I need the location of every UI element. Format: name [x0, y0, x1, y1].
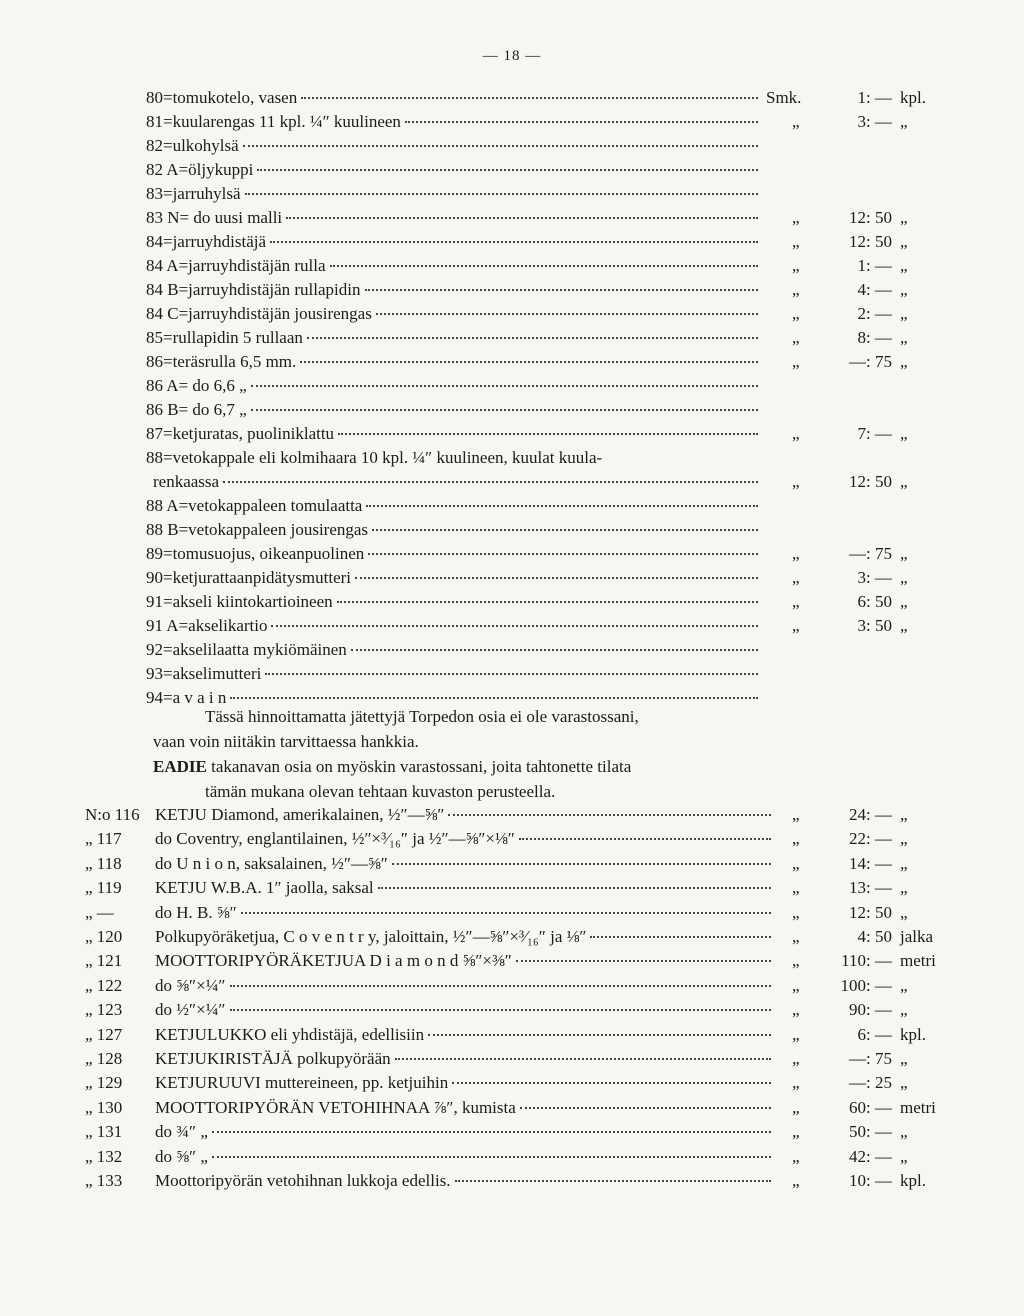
part-unit: „	[900, 112, 908, 131]
part-label: 91=akseli kiintokartioineen	[146, 592, 333, 611]
chain-row	[0, 1098, 1024, 1122]
chain-price: 100: —	[840, 975, 892, 995]
part-label: 86 A= do 6,6 „	[146, 376, 247, 395]
dot-leader	[368, 553, 758, 555]
part-label: 85=rullapidin 5 rullaan	[146, 328, 303, 347]
chain-number: „ 133	[85, 1171, 123, 1190]
part-row	[0, 208, 1024, 232]
chain-ditto-mark: „	[792, 1146, 800, 1166]
chain-label: do ⅝″ „	[155, 1146, 208, 1166]
chain-unit: „	[900, 1049, 908, 1068]
part-label: 80=tomukotelo, vasen	[146, 88, 298, 107]
part-label: 86=teräsrulla 6,5 mm.	[146, 352, 297, 371]
chain-number: „ 132	[85, 1146, 123, 1166]
dot-leader	[230, 1009, 772, 1011]
part-label: 84 B=jarruyhdistäjän rullapidin	[146, 280, 361, 299]
part-price: 3: —	[857, 112, 892, 131]
dot-leader	[519, 838, 771, 840]
part-unit: „	[900, 328, 908, 347]
dot-leader	[223, 481, 758, 483]
chain-ditto-mark: „	[792, 902, 800, 922]
part-row	[0, 376, 1024, 400]
dot-leader	[428, 1034, 771, 1036]
part-row	[0, 592, 1024, 616]
chain-ditto-mark: „	[792, 805, 800, 824]
chain-row	[0, 854, 1024, 878]
part-row	[0, 544, 1024, 568]
part-row	[0, 112, 1024, 136]
part-price: 1: —	[857, 88, 892, 107]
part-ditto-mark: „	[792, 328, 800, 347]
chain-price: 24: —	[849, 805, 892, 824]
chain-price: 90: —	[849, 1000, 892, 1020]
chain-label: do U n i o n, saksalainen, ½″—⅝″	[155, 853, 388, 873]
chain-number: „ 122	[85, 975, 123, 995]
part-unit: „	[900, 232, 908, 251]
part-unit: „	[900, 304, 908, 323]
chain-label: KETJU W.B.A. 1″ jaolla, saksal	[155, 878, 374, 898]
chain-number: „ 129	[85, 1073, 123, 1093]
chain-ditto-mark: „	[792, 1049, 800, 1068]
part-label: 82=ulkohylsä	[146, 136, 239, 155]
dot-leader	[392, 863, 771, 865]
chain-label: KETJULUKKO eli yhdistäjä, edellisiin	[155, 1024, 425, 1044]
dot-leader	[590, 936, 771, 938]
dot-leader	[395, 1058, 771, 1060]
dot-leader	[452, 1082, 771, 1084]
part-ditto-mark: „	[792, 472, 800, 491]
chain-ditto-mark: „	[792, 1097, 800, 1117]
part-row	[0, 88, 1024, 112]
chain-row	[0, 1073, 1024, 1097]
part-row	[0, 520, 1024, 544]
dot-leader	[241, 912, 771, 914]
dot-leader	[330, 265, 758, 267]
part-label: 94=a v a i n	[146, 688, 227, 707]
chain-row	[0, 1025, 1024, 1049]
dot-leader	[307, 337, 758, 339]
dot-leader	[230, 985, 772, 987]
dot-leader	[516, 960, 771, 962]
chain-label: Polkupyöräketjua, C o v e n t r y, jaloittain, ½″—⅝″×³⁄₁₆″ ja ⅛″	[155, 927, 587, 946]
part-unit: „	[900, 616, 908, 635]
chain-ditto-mark: „	[792, 1171, 800, 1190]
part-label: 88=vetokappale eli kolmihaara 10 kpl. ¼″ kuulineen, kuulat kuula-	[146, 448, 603, 467]
part-ditto-mark: „	[792, 232, 800, 251]
part-ditto-mark: „	[792, 568, 800, 587]
part-row	[0, 352, 1024, 376]
chain-number: „ 118	[85, 853, 122, 873]
dot-leader	[376, 313, 758, 315]
chain-price: 60: —	[849, 1097, 892, 1117]
part-price: 6: 50	[857, 592, 892, 611]
dot-leader	[265, 673, 758, 675]
chain-label: do ¾″ „	[155, 1122, 208, 1142]
dot-leader	[257, 169, 758, 171]
chain-number: „ —	[85, 902, 114, 922]
chain-price: 110: —	[841, 951, 892, 971]
part-ditto-mark: „	[792, 280, 800, 299]
dot-leader	[301, 97, 758, 99]
part-label: 93=akselimutteri	[146, 664, 262, 683]
chain-unit: „	[900, 975, 908, 995]
dot-leader	[455, 1180, 771, 1182]
part-ditto-mark: „	[792, 424, 800, 443]
part-label: 82 A=öljykuppi	[146, 160, 254, 179]
chain-unit: „	[900, 1073, 908, 1093]
chain-row	[0, 1171, 1024, 1195]
note-line-2: vaan voin niitäkin tarvittaessa hankkia.	[153, 732, 419, 751]
chain-label: KETJURUUVI muttereineen, pp. ketjuihin	[155, 1073, 449, 1093]
chain-price: —: 75	[849, 1049, 892, 1068]
chain-row	[0, 976, 1024, 1000]
part-ditto-mark: „	[792, 544, 800, 563]
dot-leader	[520, 1107, 771, 1109]
part-label: 86 B= do 6,7 „	[146, 400, 247, 419]
chain-number: „ 117	[85, 829, 122, 849]
chain-number: „ 128	[85, 1049, 123, 1068]
part-label: 83 N= do uusi malli	[146, 208, 283, 227]
chain-unit: „	[900, 1146, 908, 1166]
part-row	[0, 136, 1024, 160]
chain-unit: metri	[900, 951, 936, 971]
part-unit: „	[900, 592, 908, 611]
chain-price: 12: 50	[849, 902, 892, 922]
chain-number: „ 123	[85, 1000, 123, 1020]
dot-leader	[245, 193, 758, 195]
part-unit: „	[900, 256, 908, 275]
part-ditto-mark: „	[792, 352, 800, 371]
chain-price: 10: —	[849, 1171, 892, 1190]
note-line-3	[153, 757, 631, 777]
part-row	[0, 400, 1024, 424]
part-price: 8: —	[857, 328, 892, 347]
chain-row	[0, 805, 1024, 829]
part-label: 84 C=jarruyhdistäjän jousirengas	[146, 304, 372, 323]
part-price: 12: 50	[849, 472, 892, 491]
part-label: 81=kuularengas 11 kpl. ¼″ kuulineen	[146, 112, 401, 131]
chain-label: do ½″×¼″	[155, 1000, 226, 1020]
chain-price: 6: —	[857, 1024, 892, 1044]
chain-unit: „	[900, 829, 908, 849]
part-label: 91 A=akselikartio	[146, 616, 268, 635]
dot-leader	[212, 1131, 771, 1133]
note-line-1: Tässä hinnoittamatta jätettyjä Torpedon osia ei ole varastossani,	[205, 707, 639, 726]
chain-row	[0, 878, 1024, 902]
part-ditto-mark: „	[792, 616, 800, 635]
chain-row	[0, 829, 1024, 853]
part-row	[0, 304, 1024, 328]
chain-label: MOOTTORIPYÖRÄN VETOHIHNAA ⅞″, kumista	[155, 1097, 516, 1117]
dot-leader	[338, 433, 758, 435]
part-ditto-mark: Smk.	[766, 88, 802, 107]
dot-leader	[366, 505, 758, 507]
dot-leader	[378, 887, 771, 889]
chain-label: MOOTTORIPYÖRÄKETJUA D i a m o n d ⅝″×⅜″	[155, 951, 512, 971]
part-row	[0, 568, 1024, 592]
part-row	[0, 184, 1024, 208]
chain-label: KETJUKIRISTÄJÄ polkupyörään	[155, 1049, 391, 1068]
chain-label: do H. B. ⅝″	[155, 902, 237, 922]
chain-price: 13: —	[849, 878, 892, 898]
chain-row	[0, 1049, 1024, 1073]
part-label: renkaassa	[153, 472, 220, 491]
chain-unit: kpl.	[900, 1024, 926, 1044]
chain-unit: kpl.	[900, 1171, 926, 1190]
page-number: — 18 —	[482, 48, 542, 64]
chain-row	[0, 927, 1024, 951]
part-label: 88 A=vetokappaleen tomulaatta	[146, 496, 363, 515]
part-price: 2: —	[857, 304, 892, 323]
part-price: 12: 50	[849, 232, 892, 251]
part-price: 1: —	[857, 256, 892, 275]
dot-leader	[405, 121, 758, 123]
part-label: 84 A=jarruyhdistäjän rulla	[146, 256, 326, 275]
part-row	[0, 616, 1024, 640]
chain-unit: „	[900, 878, 908, 898]
dot-leader	[212, 1156, 771, 1158]
part-label: 88 B=vetokappaleen jousirengas	[146, 520, 369, 539]
part-unit: kpl.	[900, 88, 926, 107]
part-row	[0, 640, 1024, 664]
chain-unit: metri	[900, 1097, 936, 1117]
part-ditto-mark: „	[792, 256, 800, 275]
part-row	[0, 328, 1024, 352]
chain-label: do Coventry, englantilainen, ½″×³⁄₁₆″ ja ½″—⅝″×⅛″	[155, 829, 515, 849]
part-price: 4: —	[857, 280, 892, 299]
chain-number: N:o 116	[85, 805, 140, 824]
dot-leader	[365, 289, 759, 291]
brand-eadie: EADIE	[153, 757, 207, 776]
note-line-3-rest: takanavan osia on myöskin varastossani, joita tahtonette tilata	[206, 757, 632, 776]
chain-number: „ 120	[85, 927, 123, 946]
chain-ditto-mark: „	[792, 853, 800, 873]
part-price: 3: —	[857, 568, 892, 587]
chain-price: 14: —	[849, 853, 892, 873]
part-ditto-mark: „	[792, 208, 800, 227]
chain-ditto-mark: „	[792, 1000, 800, 1020]
part-unit: „	[900, 544, 908, 563]
dot-leader	[270, 241, 758, 243]
chain-ditto-mark: „	[792, 878, 800, 898]
dot-leader	[355, 577, 758, 579]
dot-leader	[251, 409, 758, 411]
chain-ditto-mark: „	[792, 1024, 800, 1044]
part-row	[0, 664, 1024, 688]
part-row	[0, 160, 1024, 184]
part-price: —: 75	[849, 544, 892, 563]
chain-ditto-mark: „	[792, 1073, 800, 1093]
part-ditto-mark: „	[792, 112, 800, 131]
chain-ditto-mark: „	[792, 927, 800, 946]
chain-number: „ 119	[85, 878, 122, 898]
chain-unit: jalka	[900, 927, 934, 946]
part-price: 3: 50	[857, 616, 892, 635]
part-row	[0, 256, 1024, 280]
part-price: —: 75	[849, 352, 892, 371]
chain-label: KETJU Diamond, amerikalainen, ½″—⅝″	[155, 805, 445, 824]
part-label: 84=jarruyhdistäjä	[146, 232, 267, 251]
chain-number: „ 121	[85, 951, 123, 971]
dot-leader	[337, 601, 758, 603]
part-unit: „	[900, 352, 908, 371]
part-row	[0, 448, 1024, 472]
chain-row	[0, 1147, 1024, 1171]
chain-price: 50: —	[849, 1122, 892, 1142]
part-row	[0, 496, 1024, 520]
part-label: 83=jarruhylsä	[146, 184, 241, 203]
part-unit: „	[900, 280, 908, 299]
part-price: 7: —	[857, 424, 892, 443]
chain-row	[0, 903, 1024, 927]
part-row	[0, 424, 1024, 448]
chain-row	[0, 951, 1024, 975]
part-unit: „	[900, 424, 908, 443]
part-label: 92=akselilaatta mykiömäinen	[146, 640, 347, 659]
dot-leader	[286, 217, 758, 219]
chain-row	[0, 1122, 1024, 1146]
part-ditto-mark: „	[792, 592, 800, 611]
chain-price: 42: —	[849, 1146, 892, 1166]
dot-leader	[448, 814, 771, 816]
chain-label: Moottoripyörän vetohihnan lukkoja edellis.	[155, 1171, 451, 1190]
chain-ditto-mark: „	[792, 1122, 800, 1142]
chain-ditto-mark: „	[792, 975, 800, 995]
chain-unit: „	[900, 1000, 908, 1020]
chain-price: 22: —	[849, 829, 892, 849]
part-label: 87=ketjuratas, puoliniklattu	[146, 424, 335, 443]
dot-leader	[251, 385, 758, 387]
dot-leader	[351, 649, 758, 651]
dot-leader	[271, 625, 758, 627]
part-row	[0, 232, 1024, 256]
dot-leader	[243, 145, 758, 147]
dot-leader	[230, 697, 758, 699]
chain-unit: „	[900, 853, 908, 873]
part-row	[0, 472, 1024, 496]
part-unit: „	[900, 208, 908, 227]
chain-ditto-mark: „	[792, 951, 800, 971]
part-unit: „	[900, 568, 908, 587]
dot-leader	[372, 529, 758, 531]
dot-leader	[300, 361, 758, 363]
chain-unit: „	[900, 805, 908, 824]
chain-number: „ 131	[85, 1122, 123, 1142]
part-price: 12: 50	[849, 208, 892, 227]
part-label: 90=ketjurattaanpidätysmutteri	[146, 568, 352, 587]
note-line-4: tämän mukana olevan tehtaan kuvaston perusteella.	[205, 782, 556, 801]
chain-ditto-mark: „	[792, 829, 800, 849]
chain-row	[0, 1000, 1024, 1024]
chain-price: 4: 50	[857, 927, 892, 946]
part-label: 89=tomusuojus, oikeanpuolinen	[146, 544, 365, 563]
chain-number: „ 130	[85, 1097, 123, 1117]
chain-unit: „	[900, 1122, 908, 1142]
part-unit: „	[900, 472, 908, 491]
chain-unit: „	[900, 902, 908, 922]
part-ditto-mark: „	[792, 304, 800, 323]
chain-price: —: 25	[849, 1073, 892, 1093]
chain-label: do ⅝″×¼″	[155, 975, 226, 995]
chain-number: „ 127	[85, 1024, 123, 1044]
part-row	[0, 280, 1024, 304]
